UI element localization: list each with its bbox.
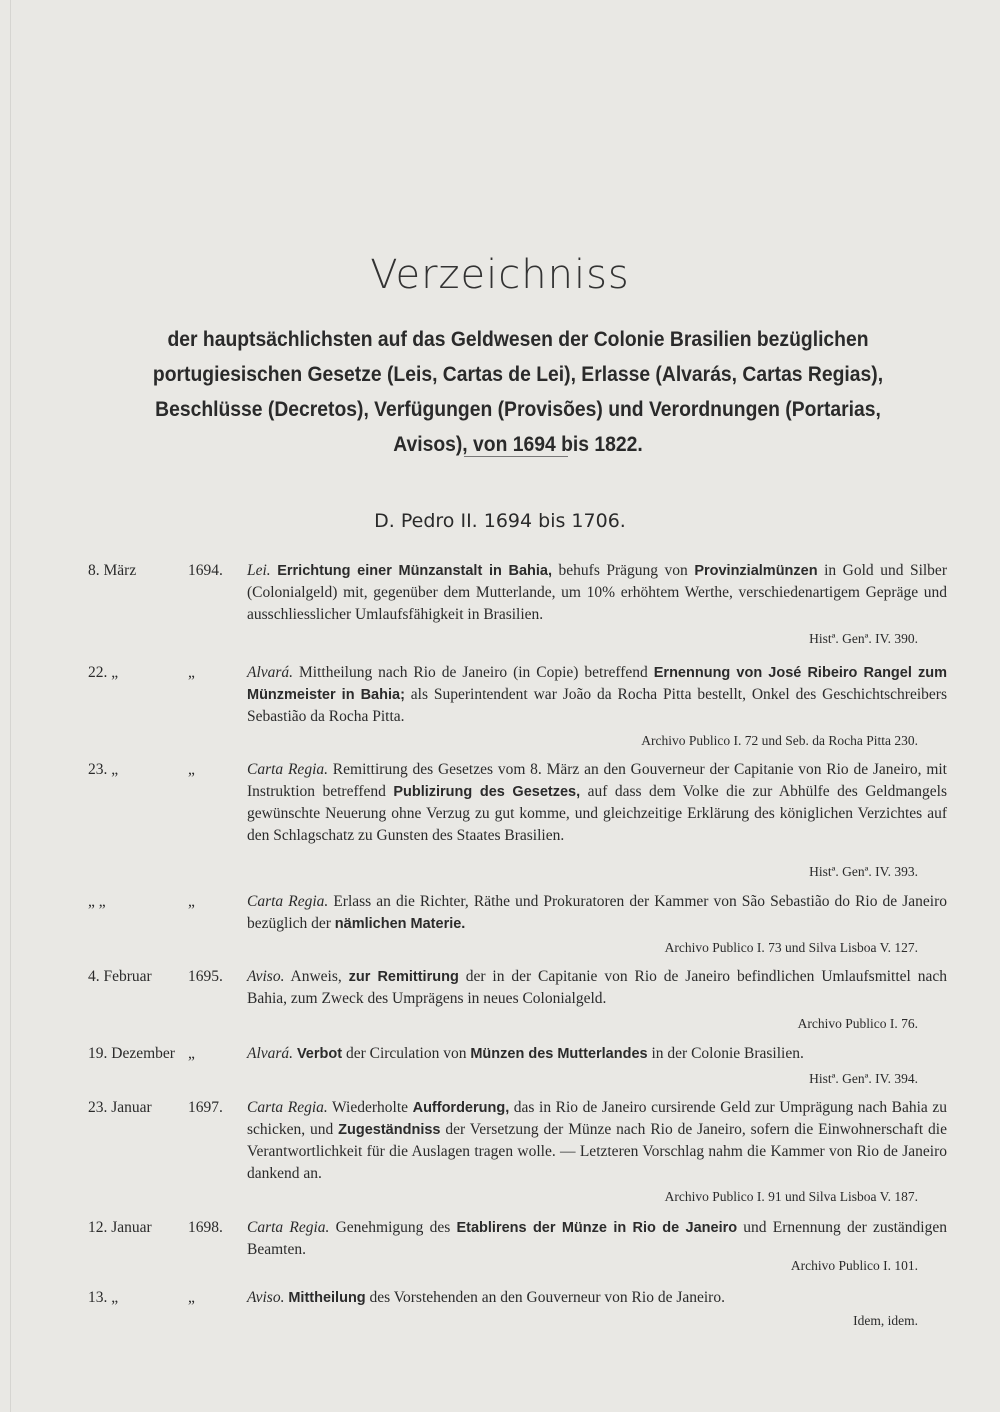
entry-seg: Genehmigung des xyxy=(329,1219,457,1236)
entry-highlight: nämlichen Materie. xyxy=(334,916,466,932)
entry-highlight: Ernennung von José Ribeiro Rangel zum Münzmeister in Bahia; xyxy=(247,665,947,703)
entry-source: Archivo Publico I. 76. xyxy=(797,1016,918,1031)
entry-seg: auf dass dem Volke die zur Abhülfe des Geldmangels gewünschte Neuerung ohne Verzug zu gut komme, und gleichzeitige Erklärung des königlichen Verzichtes auf den Schlagschatz zu Gunsten des Staates Brasilien. xyxy=(247,783,947,844)
entry-source: Histª. Genª. IV. 393. xyxy=(809,864,918,879)
divider xyxy=(464,456,568,457)
entry-date xyxy=(88,1217,240,1239)
entry-source: Archivo Publico I. 72 und Seb. da Rocha Pitta 230. xyxy=(641,733,918,748)
entry-type: Carta Regia. xyxy=(247,761,328,778)
page-title: Verzeichniss xyxy=(370,252,630,298)
entry-highlight: Publizirung des Gesetzes, xyxy=(393,784,581,800)
entry-seg: und Ernennung der zuständigen Beamten. xyxy=(247,1219,947,1258)
entry-year: „ xyxy=(188,1289,195,1306)
entry-year: 1697. xyxy=(188,1099,223,1116)
section-heading: D. Pedro II. 1694 bis 1706. xyxy=(374,510,626,532)
entry-seg: als Superintendent war João da Rocha Pitta bestellt, Onkel des Geschichtschreibers Sebastião da Rocha Pitta. xyxy=(247,686,947,725)
entry-day: „ „ xyxy=(88,893,106,910)
entry-date xyxy=(88,759,240,781)
entry-year: „ xyxy=(188,893,195,910)
entry-seg: das in Rio de Janeiro cursirende Geld zur Umprägung nach Bahia zu schicken, und xyxy=(247,1099,947,1138)
entry-source: Idem, idem. xyxy=(853,1313,918,1328)
entry-text xyxy=(247,1287,947,1309)
entry-type: Carta Regia. xyxy=(247,1219,330,1236)
entry-year: 1694. xyxy=(188,562,223,579)
entry-type: Carta Regia. xyxy=(247,893,329,910)
entry-day: 13. „ xyxy=(88,1289,119,1306)
entry-text xyxy=(247,1097,947,1185)
page-edge xyxy=(10,0,11,1412)
entry-day: 8. März xyxy=(88,562,137,579)
entry-text xyxy=(247,759,947,847)
entry-date xyxy=(88,1097,240,1119)
entry-highlight: Mittheilung xyxy=(288,1290,366,1306)
entry-day: 19. Dezember xyxy=(88,1045,175,1062)
entry-year: „ xyxy=(188,1045,195,1062)
entry-text xyxy=(247,891,947,935)
entry-day: 12. Januar xyxy=(88,1219,152,1236)
entry-seg: Erlass an die Richter, Räthe und Prokuratoren der Kammer von São Sebastião do Rio de Janeiro bezüglich der xyxy=(247,893,947,932)
entry-seg: der in der Capitanie von Rio de Janeiro befindlichen Umlaufsmittel nach Bahia, zum Zweck des Umprägens in neues Colonialgeld. xyxy=(247,968,948,1007)
entry-source: Histª. Genª. IV. 394. xyxy=(809,1071,918,1086)
entry-text xyxy=(247,662,947,728)
entry-seg: Anweis, xyxy=(284,968,349,985)
entry-day: 23. „ xyxy=(88,761,119,778)
entry-text xyxy=(247,560,947,626)
entry-highlight: Zugeständniss xyxy=(338,1122,441,1138)
entry-seg: Mittheilung nach Rio de Janeiro (in Copie) betreffend xyxy=(293,664,654,681)
entry-highlight: Errichtung einer Münzanstalt in Bahia, xyxy=(277,563,553,579)
entry-date xyxy=(88,560,240,582)
entry-source: Archivo Publico I. 91 und Silva Lisboa V. 187. xyxy=(664,1189,918,1204)
entry-highlight: Verbot xyxy=(296,1046,343,1062)
entry-type: Aviso. xyxy=(247,968,285,985)
entry-day: 22. „ xyxy=(88,664,119,681)
entry-seg: behufs Prägung von xyxy=(552,562,695,579)
entry-date xyxy=(88,1043,240,1065)
entry-year: „ xyxy=(188,761,195,778)
entry-text xyxy=(247,966,947,1010)
entry-type: Carta Regia. xyxy=(247,1099,328,1116)
entry-source: Histª. Genª. IV. 390. xyxy=(809,631,918,646)
entry-seg: in der Colonie Brasilien. xyxy=(647,1045,804,1062)
entry-highlight: Aufforderung, xyxy=(412,1100,510,1116)
entry-highlight: Provinzialmünzen xyxy=(694,563,818,579)
entry-seg: der Circulation von xyxy=(342,1045,471,1062)
entry-source: Archivo Publico I. 73 und Silva Lisboa V. 127. xyxy=(664,940,918,955)
entry-seg: des Vorstehenden an den Gouverneur von Rio de Janeiro. xyxy=(365,1289,725,1306)
entry-type: Lei. xyxy=(247,562,271,579)
entry-year: 1698. xyxy=(188,1219,223,1236)
entry-type: Alvará. xyxy=(247,664,294,681)
entry-seg: Remittirung des Gesetzes vom 8. März an den Gouverneur der Capitanie von Rio de Janeiro, mit Instruktion betreffend xyxy=(247,761,947,800)
entry-highlight: Münzen des Mutterlandes xyxy=(470,1046,648,1062)
entry-source: Archivo Publico I. 101. xyxy=(790,1258,918,1273)
entry-day: 4. Februar xyxy=(88,968,152,985)
entry-seg: der Versetzung der Münze nach Rio de Janeiro, sofern die Einwohnerschaft die Verantwortlichkeit für die Auslagen tragen wolle. — Letzteren Vorschlag nahm die Kammer von Rio de Janeiro dankend an. xyxy=(247,1121,947,1182)
entry-date xyxy=(88,891,240,913)
entry-date xyxy=(88,1287,240,1309)
entry-year: „ xyxy=(188,664,195,681)
entry-highlight: zur Remittirung xyxy=(348,969,459,985)
entry-type: Aviso. xyxy=(247,1289,285,1306)
entry-text xyxy=(247,1043,947,1065)
entry-seg: in Gold und Silber (Colonialgeld) mit, gegenüber dem Mutterlande, um 10% erhöhtem Werthe, verschiedenartigem Gepräge und ausschliesslicher Umlaufsfähigkeit in Brasilien. xyxy=(247,562,947,623)
entry-date xyxy=(88,662,240,684)
entry-type: Alvará. xyxy=(247,1045,294,1062)
entry-day: 23. Januar xyxy=(88,1099,152,1116)
entry-date xyxy=(88,966,240,988)
entry-highlight: Etablirens der Münze in Rio de Janeiro xyxy=(456,1220,738,1236)
entry-year: 1695. xyxy=(188,968,223,985)
page-subtitle: der hauptsächlichsten auf das Geldwesen der Colonie Brasilien bezüglichen portugiesischen Gesetze (Leis, Cartas de Lei), Erlasse (Alvarás, Cartas Regias), Beschlüsse (Decretos), Verfügungen (Provisões) und Verordnungen (Portarias, Avisos), von 1694 bis 1822. xyxy=(152,328,884,456)
entry-seg: Wiederholte xyxy=(327,1099,413,1116)
